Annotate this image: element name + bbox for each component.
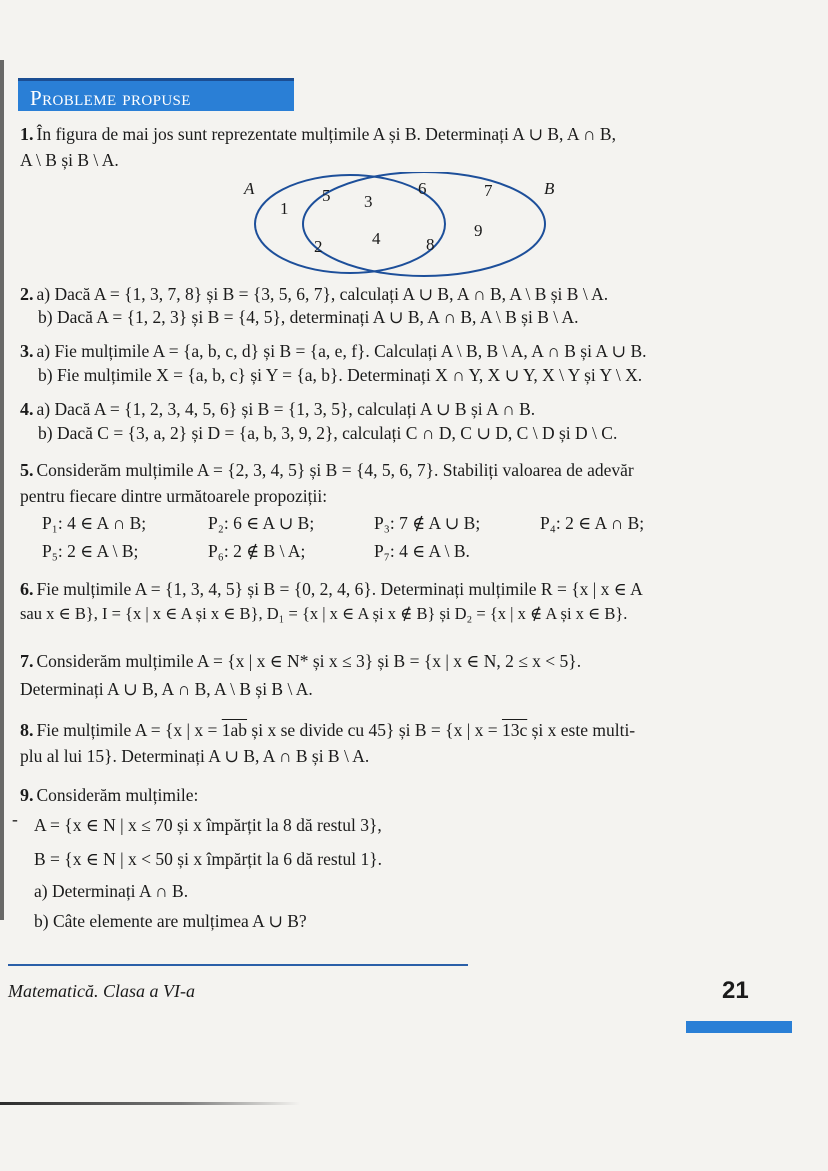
problem-text: Considerăm mulțimile: xyxy=(36,785,199,805)
problem-number: 4. xyxy=(20,399,34,419)
problem-text: Considerăm mulțimile A = {x | x ∈ N* și x ≤ 3} și B = {x | x ∈ N, 2 ≤ x < 5}. xyxy=(36,651,582,671)
problem-text: a) Dacă A = {1, 2, 3, 4, 5, 6} și B = {1, 3, 5}, calculați A ∪ B și A ∩ B. xyxy=(36,399,536,419)
problem-number: 9. xyxy=(20,785,34,805)
overlined-number: 13c xyxy=(501,720,528,740)
problem-4-b: b) Dacă C = {3, a, 2} și D = {a, b, 3, 9, 2}, calculați C ∩ D, C ∪ D, C \ D și D \ C. xyxy=(38,423,618,443)
venn-element: 2 xyxy=(314,237,323,256)
proposition-4: P₄: 2 ∈ A ∩ B; xyxy=(540,513,645,533)
overlined-number: 1ab xyxy=(221,720,248,740)
problem-1-line-2: A \ B și B \ A. xyxy=(20,150,119,170)
footer-divider xyxy=(8,964,468,966)
problem-8-line-2: plu al lui 15}. Determinați A ∪ B, A ∩ B și B \ A. xyxy=(20,746,370,766)
venn-element: 6 xyxy=(418,179,427,198)
question-a: a) Determinați A ∩ B. xyxy=(34,881,189,901)
problem-text: Considerăm mulțimile A = {2, 3, 4, 5} și B = {4, 5, 6, 7}. Stabiliți valoarea de adevăr xyxy=(36,460,634,480)
proposition-2: P₂: 6 ∈ A ∪ B; xyxy=(208,513,315,533)
proposition-7: P₇: 4 ∈ A \ B. xyxy=(374,541,470,561)
problem-3-a xyxy=(20,340,647,362)
problem-number: 8. xyxy=(20,720,34,740)
venn-element: 8 xyxy=(426,235,435,254)
problem-2-a xyxy=(20,283,608,305)
book-title: Matematică. Clasa a VI-a xyxy=(8,981,195,1001)
problem-text: În figura de mai jos sunt reprezentate mulțimile A și B. Determinați A ∪ B, A ∩ B, xyxy=(36,124,616,144)
venn-label-a: A xyxy=(244,179,255,198)
proposition-5: P₅: 2 ∈ A \ B; xyxy=(42,541,139,561)
set-a-definition: A = {x ∈ N | x ≤ 70 și x împărțit la 8 dă restul 3}, xyxy=(34,815,382,835)
venn-label-b: B xyxy=(544,179,555,198)
question-b: b) Câte elemente are mulțimea A ∪ B? xyxy=(34,911,307,931)
set-b-definition: B = {x ∈ N | x < 50 și x împărțit la 6 dă restul 1}. xyxy=(34,849,383,869)
page-number: 21 xyxy=(722,977,749,1004)
problem-text: Fie mulțimile A = {x | x = xyxy=(36,720,222,740)
problem-4-a xyxy=(20,398,535,420)
problem-number: 7. xyxy=(20,651,34,671)
problem-number: 3. xyxy=(20,341,34,361)
venn-element: 9 xyxy=(474,221,483,240)
venn-element: 3 xyxy=(364,192,373,211)
problem-7-line-1 xyxy=(20,650,581,672)
problem-text: și x se divide cu 45} și B = {x | x = xyxy=(247,720,502,740)
problem-text: Fie mulțimile A = {1, 3, 4, 5} și B = {0, 2, 4, 6}. Determinați mulțimile R = {x | x ∈ A xyxy=(36,579,643,599)
venn-element: 7 xyxy=(484,181,493,200)
set-a-circle xyxy=(255,175,445,273)
problem-number: 2. xyxy=(20,284,34,304)
problem-2-b: b) Dacă A = {1, 2, 3} și B = {4, 5}, determinați A ∪ B, A ∩ B, A \ B și B \ A. xyxy=(38,307,579,327)
venn-diagram xyxy=(238,172,568,282)
problem-5-line-2: pentru fiecare dintre următoarele propoziții: xyxy=(20,486,328,506)
problem-6-line-1 xyxy=(20,578,643,600)
problem-8-line-1 xyxy=(20,719,635,741)
problem-text: a) Fie mulțimile A = {a, b, c, d} și B = {a, e, f}. Calculați A \ B, B \ A, A ∩ B și A ∪ B. xyxy=(36,341,647,361)
problem-3-b: b) Fie mulțimile X = {a, b, c} și Y = {a, b}. Determinați X ∩ Y, X ∪ Y, X \ Y și Y \ X. xyxy=(38,365,643,385)
page-edge-mark xyxy=(0,1102,300,1105)
page-edge-shadow xyxy=(0,60,4,920)
problem-number: 1. xyxy=(20,124,34,144)
problem-6-line-2: sau x ∈ B}, I = {x | x ∈ A și x ∈ B}, D₁ = {x | x ∈ A și x ∉ B} și D₂ = {x | x ∉ A și x ∈ B}. xyxy=(20,604,628,623)
proposition-1: P₁: 4 ∈ A ∩ B; xyxy=(42,513,147,533)
footer-accent-bar xyxy=(686,1021,792,1033)
problem-text: și x este multi- xyxy=(527,720,636,740)
section-title: Probleme propuse xyxy=(30,86,191,110)
problem-5-line-1 xyxy=(20,459,634,481)
problem-7-line-2: Determinați A ∪ B, A ∩ B, A \ B și B \ A. xyxy=(20,679,313,699)
problem-number: 5. xyxy=(20,460,34,480)
problem-9-line-1 xyxy=(20,784,198,806)
section-banner xyxy=(18,78,294,111)
pen-mark: - xyxy=(12,809,18,829)
proposition-6: P₆: 2 ∉ B \ A; xyxy=(208,541,306,561)
problem-1-line-1 xyxy=(20,123,616,145)
problem-text: a) Dacă A = {1, 3, 7, 8} și B = {3, 5, 6, 7}, calculați A ∪ B, A ∩ B, A \ B și B \ A. xyxy=(36,284,609,304)
proposition-3: P₃: 7 ∉ A ∪ B; xyxy=(374,513,481,533)
venn-element: 1 xyxy=(280,199,289,218)
venn-element: 4 xyxy=(372,229,381,248)
problem-number: 6. xyxy=(20,579,34,599)
venn-element: 5 xyxy=(322,186,331,205)
